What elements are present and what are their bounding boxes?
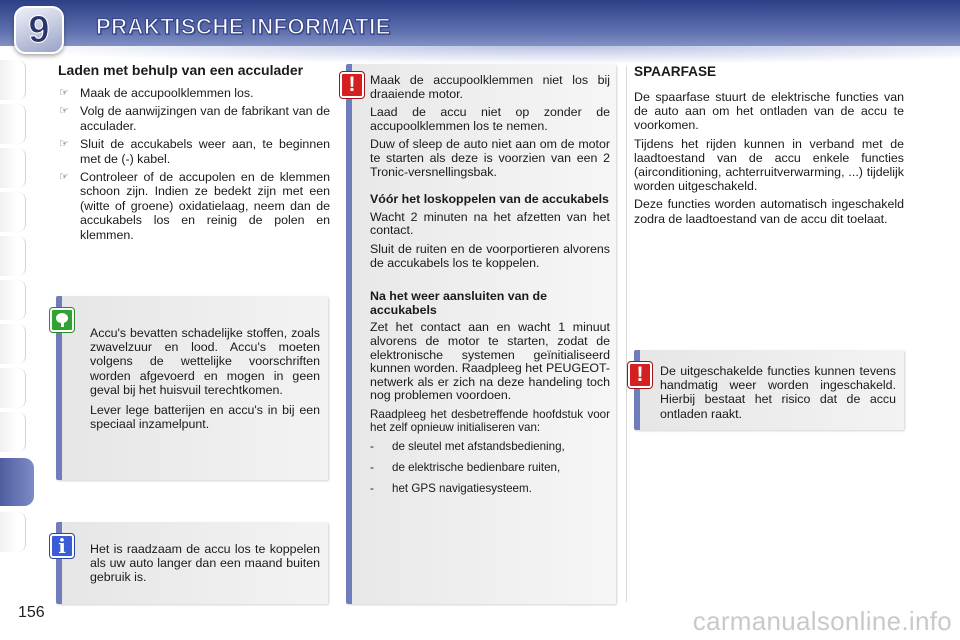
- dash-bullet: -: [370, 439, 374, 453]
- paragraph: De spaarfase stuurt de elektrische functies van de auto aan om het ontladen van de accu te voorkomen.: [634, 90, 904, 133]
- side-tab[interactable]: [0, 148, 26, 188]
- pointing-hand-icon: ☞: [59, 171, 69, 184]
- chapter-title: PRAKTISCHE INFORMATIE: [96, 14, 391, 39]
- warning-icon: !: [340, 72, 364, 98]
- page-number: 156: [18, 604, 45, 621]
- side-tab-active[interactable]: [0, 458, 34, 506]
- side-tab[interactable]: [0, 236, 26, 276]
- warning-note-main: [346, 64, 616, 604]
- list-item-text: Sluit de accukabels weer aan, te beginnen met de (-) kabel.: [80, 137, 330, 166]
- list-item-text: de elektrische bedienbare ruiten,: [392, 460, 561, 474]
- list-item: [370, 461, 610, 474]
- paragraph: Deze functies worden automatisch ingeschakeld zodra de laadtoestand van de accu dit toelaat.: [634, 197, 904, 226]
- watermark: carmanualsonline.info: [692, 606, 952, 636]
- paragraph: Tijdens het rijden kunnen in verband met de laadtoestand van de accu enkele functies (airconditioning, achterruitverwarming, ...) tijdelijk worden uitgeschakeld.: [634, 136, 904, 194]
- note-text: Accu's bevatten schadelijke stoffen, zoals zwavelzuur en lood. Accu's moeten volgens de wettelijke voorschriften worden afgevoerd en mogen in geen geval bij het huisvuil terechtkomen.: [90, 326, 320, 397]
- column-divider: [626, 66, 627, 602]
- note-text: Duw of sleep de auto niet aan om de motor te starten als deze is voorzien van een 2 Tronic-versnellingsbak.: [370, 137, 610, 179]
- side-tab[interactable]: [0, 324, 26, 364]
- list-item-text: de sleutel met afstandsbediening,: [392, 439, 565, 453]
- chapter-badge: [14, 6, 64, 54]
- list-item: [58, 137, 330, 166]
- note-text: De uitgeschakelde functies kunnen tevens handmatig weer worden ingeschakeld. Hierbij bestaat het risico dat de accu ontladen raakt.: [660, 364, 896, 421]
- section-heading: SPAARFASE: [634, 64, 717, 79]
- tree-icon: [50, 308, 74, 332]
- section-heading: Laden met behulp van een acculader: [58, 62, 304, 78]
- note-text: Maak de accupoolklemmen niet los bij draaiende motor.: [370, 73, 610, 101]
- pointing-hand-icon: ☞: [59, 105, 69, 118]
- pointing-hand-icon: ☞: [59, 87, 69, 99]
- warning-icon: !: [628, 362, 652, 388]
- side-tab[interactable]: [0, 104, 26, 144]
- side-tab[interactable]: [0, 280, 26, 320]
- note-text: Het is raadzaam de accu los te koppelen als uw auto langer dan een maand buiten gebruik is.: [90, 542, 320, 585]
- list-item-text: Volg de aanwijzingen van de fabrikant van de acculader.: [80, 104, 330, 133]
- sub-heading: Na het weer aansluiten van de accukabels: [370, 289, 547, 317]
- side-tab[interactable]: [0, 60, 26, 100]
- note-text: Wacht 2 minuten na het afzetten van het contact.: [370, 209, 610, 238]
- pointing-hand-icon: ☞: [59, 138, 69, 151]
- note-text: Sluit de ruiten en de voorportieren alvorens de accukabels los te koppelen.: [370, 241, 610, 270]
- dash-bullet: -: [370, 481, 374, 495]
- sub-heading: Vóór het loskoppelen van de accukabels: [370, 192, 609, 207]
- list-item-text: Maak de accupoolklemmen los.: [80, 86, 254, 100]
- small-text: Raadpleeg het desbetreffende hoofdstuk voor het zelf opnieuw initialiseren van:: [370, 407, 610, 434]
- side-tab[interactable]: [0, 512, 26, 552]
- environment-note: [56, 296, 328, 480]
- side-tab[interactable]: [0, 368, 26, 408]
- list-item: [370, 440, 610, 453]
- right-column: [634, 64, 904, 230]
- info-icon: i: [50, 534, 74, 558]
- bullet-list: [58, 86, 330, 242]
- left-column: [58, 62, 330, 246]
- list-item-text: Controleer of de accupolen en de klemmen schoon zijn. Indien ze bedekt zijn met een (witte of groene) oxidatielaag, neem dan de accukabels los en reinig de polen en klemmen.: [80, 170, 330, 242]
- list-item: [58, 104, 330, 133]
- warning-note-small: [634, 350, 904, 430]
- side-tab[interactable]: [0, 192, 26, 232]
- note-text: Laad de accu niet op zonder de accupoolklemmen los te nemen.: [370, 105, 610, 133]
- dash-bullet: -: [370, 460, 374, 474]
- note-text: Lever lege batterijen en accu's in bij een speciaal inzamelpunt.: [90, 403, 320, 432]
- list-item: [58, 86, 330, 100]
- note-text: Zet het contact aan en wacht 1 minuut alvorens de motor te starten, zodat de elektronische systemen geïnitialiseerd kunnen worden. Raadpleeg het PEUGEOT-netwerk als er zich na deze handeling toch nog problemen voordoen.: [370, 320, 610, 403]
- side-tab[interactable]: [0, 412, 26, 452]
- info-note: [56, 522, 328, 604]
- side-tabs: [0, 60, 34, 580]
- chapter-number: 9: [28, 8, 50, 51]
- list-item: [370, 482, 610, 495]
- list-item: [58, 170, 330, 242]
- list-item-text: het GPS navigatiesysteem.: [392, 481, 532, 495]
